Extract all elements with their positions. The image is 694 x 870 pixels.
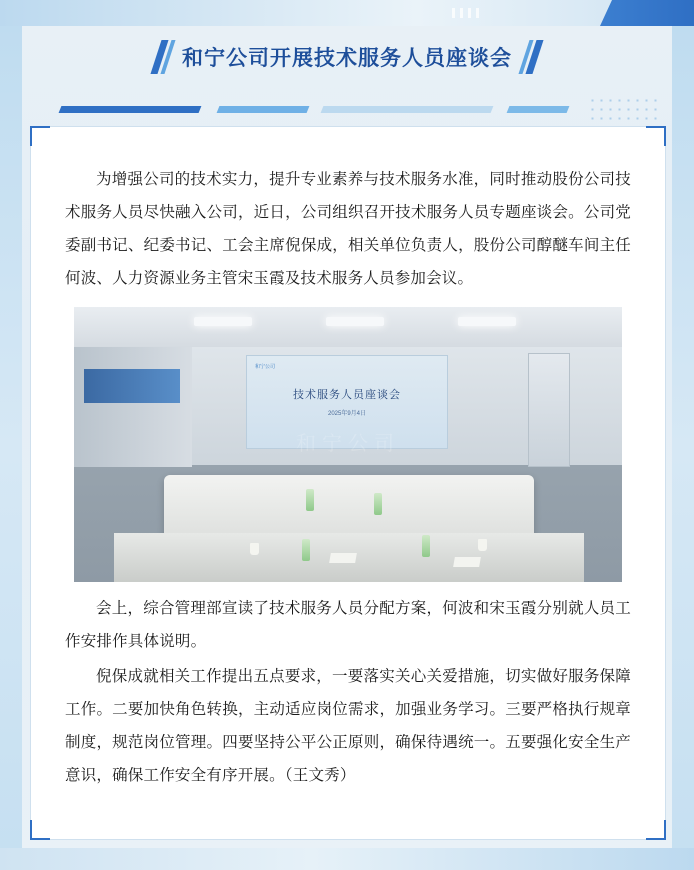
corner-mark-bottom-right [646,820,666,840]
article-paragraph-2: 会上，综合管理部宣读了技术服务人员分配方案，何波和宋玉霞分别就人员工作安排作具体说明。 [65,600,631,650]
photo-person [166,467,210,559]
decorative-tick [468,8,471,18]
accent-bar-3 [321,106,494,113]
photo-paper-cup [250,543,259,555]
photo-person [396,447,426,509]
corner-mark-bottom-left [30,820,50,840]
top-decoration-bar [0,0,694,26]
photo-person [454,457,494,541]
decorative-tick [476,8,479,18]
photo-watermark: 和宁公司 [296,433,400,455]
article-paragraph-1: 为增强公司的技术实力，提升专业素养与技术服务水准，同时推动股份公司技术服务人员尽快融入公司，近日，公司组织召开技术服务人员专题座谈会。公司党委副书记、纪委书记、工会主席倪保成，相关单位负责人，股份公司醇醚车间主任何波、人力资源业务主管宋玉霞及技术服务人员参加会议。 [65,171,631,287]
photo-person [274,449,306,515]
corner-mark-top-left [30,126,50,146]
right-decoration-rail [672,26,694,870]
title-bracket-left-icon [156,40,172,74]
left-decoration-rail [0,26,22,870]
photo-document-sheet [329,553,357,563]
title-bracket-right-icon [522,40,538,74]
photo-water-bottle [302,539,310,561]
photo-ceiling-light [326,317,384,326]
accent-divider [22,92,672,128]
decorative-tick [452,8,455,18]
corner-mark-top-right [646,126,666,146]
photo-screen-date: 2025年9月4日 [327,411,367,417]
photo-person [488,465,532,557]
photo-water-bottle [374,493,382,515]
photo-person [122,475,170,571]
title-wrap [156,40,538,74]
decorative-tick [460,8,463,18]
photo-wall-banner [84,369,180,403]
photo-person [526,475,574,571]
photo-person [242,453,278,529]
photo-screen-logo: 和宁公司 [255,364,276,370]
article-body [31,127,665,804]
title-band [22,26,672,90]
accent-bar-1 [59,106,202,113]
photo-water-bottle [422,535,430,557]
accent-bar-2 [217,106,310,113]
photo-person [206,459,246,545]
dot-grid-decoration [588,96,662,124]
photo-ceiling [74,307,622,347]
article-card [30,126,666,840]
meeting-photo [74,307,622,582]
photo-ceiling-light [458,317,516,326]
accent-bar-4 [507,106,570,113]
photo-person [424,451,458,523]
page-title: 和宁公司开展技术服务人员座谈会 [182,47,512,70]
photo-water-bottle [306,489,314,511]
article-paragraph-3: 倪保成就相关工作提出五点要求，一要落实关心关爱措施，切实做好服务保障工作。二要加快角色转换，主动适应岗位需求，加强业务学习。三要严格执行规章制度，规范岗位管理。四要坚持公平公正原则，确保待遇统一。五要强化安全生产意识，确保工作安全有序开展。（王文秀） [65,668,631,784]
photo-paper-cup [478,539,487,551]
photo-screen-title: 技术服务人员座谈会 [293,389,401,401]
photo-ceiling-light [194,317,252,326]
bottom-decoration-rail [0,848,694,870]
photo-document-sheet [453,557,481,567]
